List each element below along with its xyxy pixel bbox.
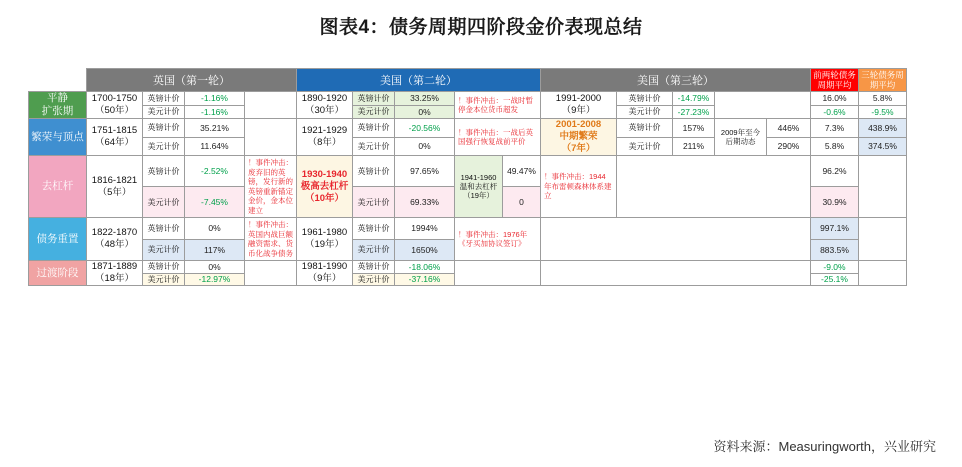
period-uk1-s2: 1751-1815 （64年） [87, 119, 143, 156]
value-gbp-us2-s3-extra: 49.47% [503, 156, 541, 187]
avg3-b-s1: -9.5% [859, 105, 907, 119]
event-uk1-s4 [245, 218, 297, 261]
label-gbp-uk1-s1: 英镑计价 [143, 92, 185, 106]
table-row [29, 156, 907, 187]
value-usd-uk1-s4: 117% [185, 239, 245, 261]
value-usd-uk1-s1: -1.16% [185, 105, 245, 119]
label-gbp-us2-s4: 英镑计价 [353, 218, 395, 240]
event-uk1-s5 [245, 261, 297, 286]
label-gbp-us3-s2: 英镑计价 [617, 119, 673, 138]
event-uk1-s1 [245, 92, 297, 119]
period-us3-s2-text: 2001-2008 中期繁荣 （7年） [555, 119, 602, 154]
period-us2-s1: 1890-1920 （30年） [297, 92, 353, 119]
event-us2-s3 [541, 156, 617, 218]
avg3-s3 [859, 156, 907, 218]
value-gbp-us2-s4: 1994% [395, 218, 455, 240]
avg3-s4 [859, 218, 907, 261]
event-us2-s1 [455, 92, 541, 119]
label-usd-us2-s5: 美元计价 [353, 273, 395, 286]
avg12-a-s1: 16.0% [811, 92, 859, 106]
event-us3-s1 [715, 92, 811, 119]
value-gbp-us3-s1: -14.79% [673, 92, 715, 106]
table-row [29, 261, 907, 274]
stage-label-3: 去杠杆 [29, 156, 87, 218]
avg12-b-s3: 30.9% [811, 187, 859, 218]
value-usd-us2-s5: -37.16% [395, 273, 455, 286]
value-gbp-us2-s1: 33.25% [395, 92, 455, 106]
summary-table [28, 68, 907, 286]
label-gbp-uk1-s4: 英镑计价 [143, 218, 185, 240]
event-us2-s4 [455, 218, 541, 261]
event-text-us2-s3: ！事件冲击：1944年布雷顿森林体系建立 [544, 172, 612, 201]
avg12-a-s2: 7.3% [811, 119, 859, 138]
label-gbp-us2-s2: 英镑计价 [353, 119, 395, 138]
label-gbp-us3-s1: 英镑计价 [617, 92, 673, 106]
label-usd-us2-s3: 美元计价 [353, 187, 395, 218]
period-us3-s2 [541, 119, 617, 156]
avg12-b-s1: -0.6% [811, 105, 859, 119]
value-usd-us2-s2: 0% [395, 137, 455, 156]
value-gbp-us3-s2-extra: 446% [767, 119, 811, 138]
label-gbp-uk1-s5: 英镑计价 [143, 261, 185, 274]
value-usd-us2-s3: 69.33% [395, 187, 455, 218]
value-gbp-uk1-s4: 0% [185, 218, 245, 240]
value-gbp-us2-s5: -18.06% [395, 261, 455, 274]
label-gbp-us2-s5: 英镑计价 [353, 261, 395, 274]
avg12-b-s2: 5.8% [811, 137, 859, 156]
value-gbp-uk1-s3: -2.52% [185, 156, 245, 187]
value-gbp-us2-s3: 97.65% [395, 156, 455, 187]
value-usd-uk1-s5: -12.97% [185, 273, 245, 286]
event-uk1-s2 [245, 119, 297, 156]
table-header-row [29, 69, 907, 92]
label-usd-uk1-s2: 美元计价 [143, 137, 185, 156]
value-gbp-uk1-s2: 35.21% [185, 119, 245, 138]
value-gbp-us3-s2: 157% [673, 119, 715, 138]
value-usd-us2-s1: 0% [395, 105, 455, 119]
empty-us3-s5 [541, 261, 811, 286]
header-avg-all-three: 三轮债务周期平均 [859, 69, 907, 92]
avg12-a-s3: 96.2% [811, 156, 859, 187]
value-usd-uk1-s2: 11.64% [185, 137, 245, 156]
header-us-round3: 美国（第三轮） [541, 69, 811, 92]
period-us2-s2: 1921-1929 （8年） [297, 119, 353, 156]
event-text-us2-s4: ！事件冲击：1976年《牙买加协议签订》 [458, 229, 528, 248]
period-uk1-s1: 1700-1750 （50年） [87, 92, 143, 119]
avg3-s5 [859, 261, 907, 286]
stage-label-4: 债务重置 [29, 218, 87, 261]
stage-label-1: 平静 扩张期 [29, 92, 87, 119]
header-uk-round1: 英国（第一轮） [87, 69, 297, 92]
label-gbp-us2-s1: 英镑计价 [353, 92, 395, 106]
table-row [29, 119, 907, 138]
period-us2-s5: 1981-1990 （9年） [297, 261, 353, 286]
header-us-round2: 美国（第二轮） [297, 69, 541, 92]
avg12-a-s4: 997.1% [811, 218, 859, 240]
period-uk1-s5: 1871-1889 （18年） [87, 261, 143, 286]
label-usd-us2-s4: 美元计价 [353, 239, 395, 261]
avg12-b-s4: 883.5% [811, 239, 859, 261]
value-gbp-us2-s2: -20.56% [395, 119, 455, 138]
label-usd-uk1-s5: 美元计价 [143, 273, 185, 286]
event-uk1-s3 [245, 156, 297, 218]
value-gbp-uk1-s1: -1.16% [185, 92, 245, 106]
stage-label-2: 繁荣与顶点 [29, 119, 87, 156]
header-avg-first-two: 前两轮债务周期平均 [811, 69, 859, 92]
period-us2-s3 [297, 156, 353, 218]
event-text-uk1-s3: ！事件冲击：废弃旧的英镑，发行新的英镑重新锚定金价，金本位建立 [248, 158, 293, 215]
label-usd-us3-s2: 美元计价 [617, 137, 673, 156]
table-row [29, 218, 907, 240]
value-usd-us2-s3-extra: 0 [503, 187, 541, 218]
period-us2-s4: 1961-1980 （19年） [297, 218, 353, 261]
value-usd-us3-s2: 211% [673, 137, 715, 156]
event-us2-s5 [455, 261, 541, 286]
avg3-a-s1: 5.8% [859, 92, 907, 106]
event-us2-s2 [455, 119, 541, 156]
period-us2-s3-text: 1930-1940 极高去杠杆 （10年） [300, 168, 349, 204]
source-note: 资料来源：Measuringworth，兴业研究 [713, 439, 936, 454]
value-usd-us3-s2-extra: 290% [767, 137, 811, 156]
avg3-b-s2: 374.5% [859, 137, 907, 156]
avg12-b-s5: -25.1% [811, 273, 859, 286]
table-row [29, 92, 907, 106]
period-us2-s3-extra: 1941-1960 温和去杠杆 （19年） [455, 156, 503, 218]
value-usd-us3-s1: -27.23% [673, 105, 715, 119]
label-gbp-uk1-s2: 英镑计价 [143, 119, 185, 138]
label-usd-us2-s2: 美元计价 [353, 137, 395, 156]
label-usd-uk1-s3: 美元计价 [143, 187, 185, 218]
event-text-us2-s2: ！事件冲击：一战后英国强行恢复战前平价 [458, 127, 533, 146]
label-usd-us3-s1: 美元计价 [617, 105, 673, 119]
period-uk1-s3: 1816-1821 （5年） [87, 156, 143, 218]
stage-label-5: 过渡阶段 [29, 261, 87, 286]
period-us3-s1: 1991-2000 （9年） [541, 92, 617, 119]
header-spacer [29, 69, 87, 92]
period-us3-s2-extra: 2009年至今 后期动态 [715, 119, 767, 156]
label-usd-uk1-s4: 美元计价 [143, 239, 185, 261]
period-uk1-s4: 1822-1870 （48年） [87, 218, 143, 261]
label-usd-uk1-s1: 美元计价 [143, 105, 185, 119]
event-text-us2-s1: ！事件冲击：一战时暂停金本位货币超发 [458, 95, 533, 114]
empty-us3-s4 [541, 218, 811, 261]
page-title: 图表4：债务周期四阶段金价表现总结 [319, 17, 643, 38]
event-text-uk1-s4: ！事件冲击：英国内战巨额融资需求、货币化战争债务 [248, 220, 293, 258]
value-usd-uk1-s3: -7.45% [185, 187, 245, 218]
label-usd-us2-s1: 美元计价 [353, 105, 395, 119]
label-gbp-uk1-s3: 英镑计价 [143, 156, 185, 187]
avg12-a-s5: -9.0% [811, 261, 859, 274]
avg3-a-s2: 438.9% [859, 119, 907, 138]
empty-us3-s3 [617, 156, 811, 218]
label-gbp-us2-s3: 英镑计价 [353, 156, 395, 187]
value-gbp-uk1-s5: 0% [185, 261, 245, 274]
value-usd-us2-s4: 1650% [395, 239, 455, 261]
